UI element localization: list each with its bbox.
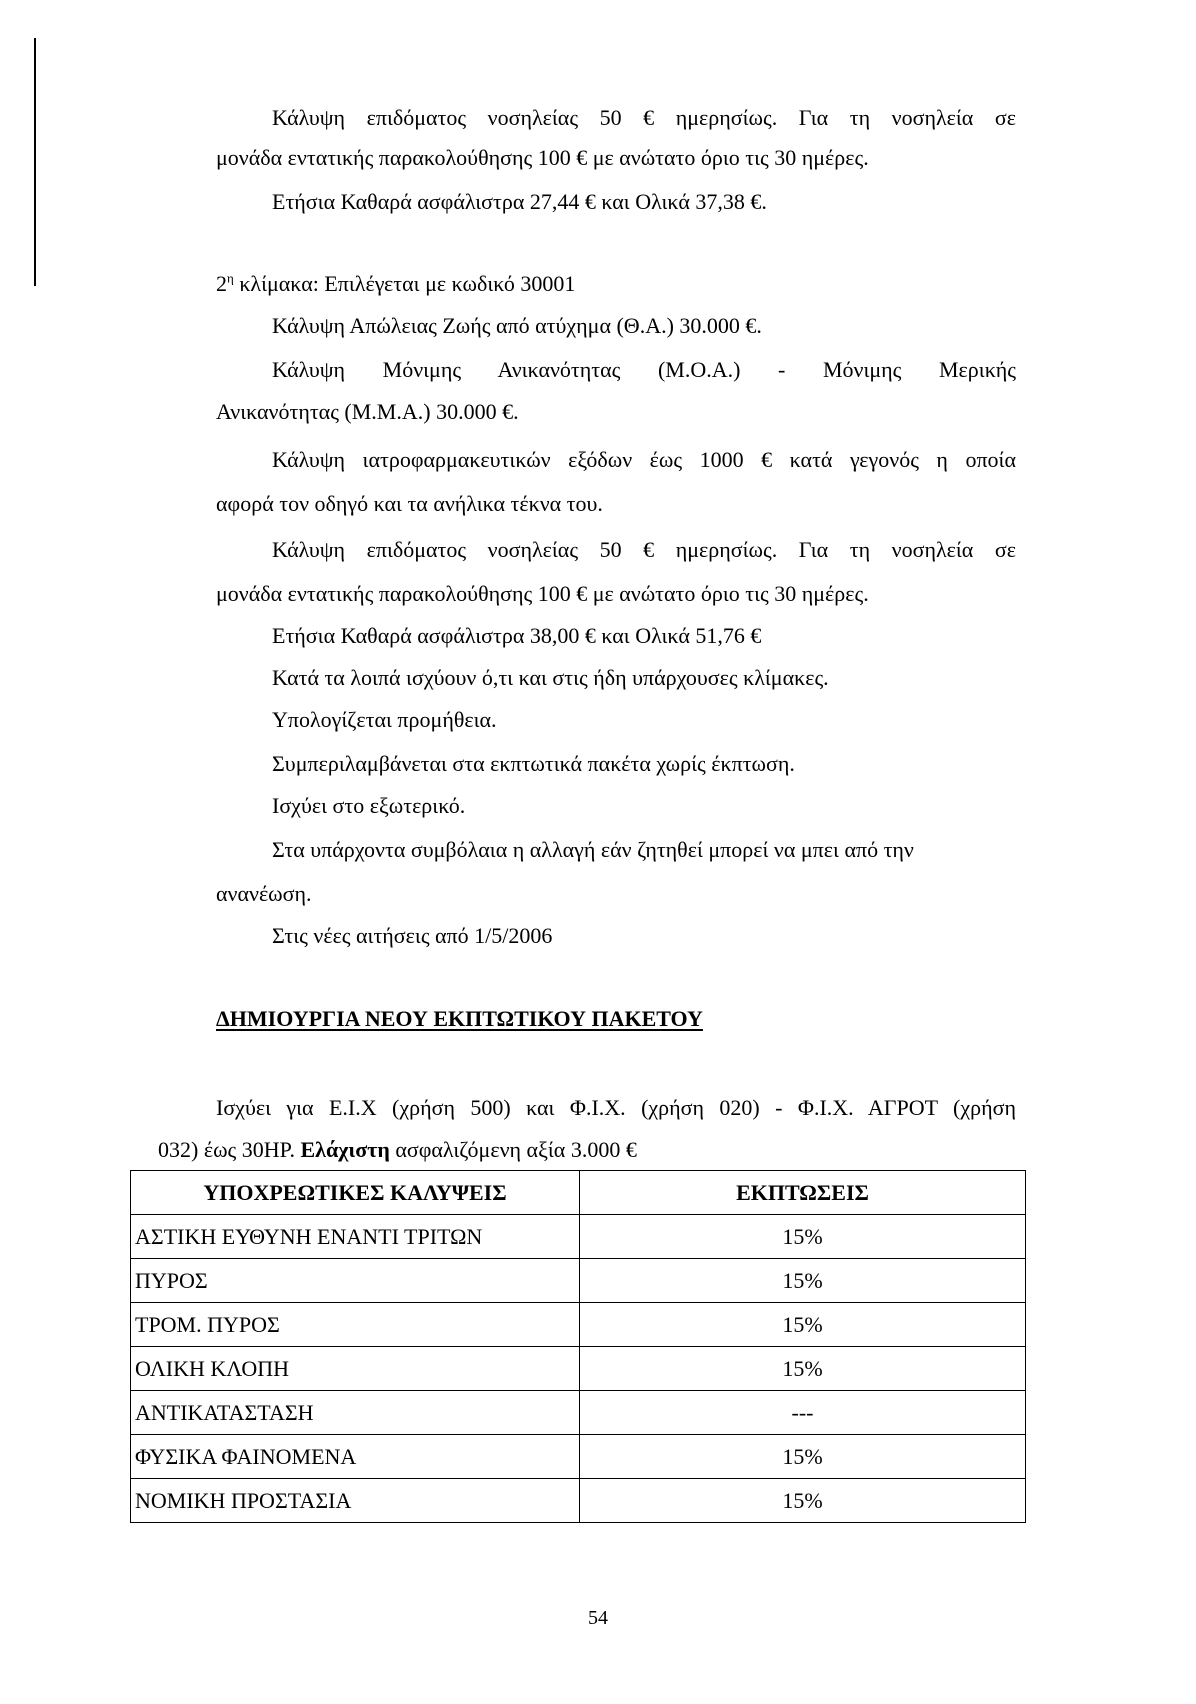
note-1: Κατά τα λοιπά ισχύουν ό,τι και στις ήδη υπάρχουσες κλίμακες. — [272, 665, 829, 690]
table-row — [131, 1215, 1026, 1259]
para1-line3: Ετήσια Καθαρά ασφάλιστρα 27,44 € και Ολικά 37,38 €. — [272, 189, 767, 214]
scale2-sup: η — [227, 270, 234, 286]
header-discounts: ΕΚΠΤΩΣΕΙΣ — [580, 1171, 1026, 1215]
table-row — [131, 1259, 1026, 1303]
note-2: Υπολογίζεται προμήθεια. — [272, 707, 497, 732]
scale2-line4: Κάλυψη ιατροφαρμακευτικών εξόδων έως 1000 € κατά γεγονός η οποία — [272, 447, 1016, 472]
scale2-line1: Κάλυψη Απώλειας Ζωής από ατύχημα (Θ.Α.) 30.000 €. — [272, 313, 762, 338]
section-line2-a: 032) έως 30ΗΡ. — [158, 1137, 301, 1162]
table-row — [131, 1391, 1026, 1435]
discount-value: 15% — [580, 1259, 1026, 1303]
scale2-title-text: κλίμακα: Επιλέγεται με κωδικό 30001 — [233, 271, 576, 296]
scale2-num: 2 — [216, 271, 227, 296]
note-4: Ισχύει στο εξωτερικό. — [272, 793, 466, 818]
discount-value: 15% — [580, 1303, 1026, 1347]
coverage-table — [130, 1170, 1026, 1523]
para1-line1: Κάλυψη επιδόματος νοσηλείας 50 € ημερησίως. Για τη νοσηλεία σε — [272, 105, 1016, 130]
section-line2 — [158, 1136, 637, 1164]
note-5b: ανανέωση. — [216, 881, 312, 906]
section-line1: Ισχύει για Ε.Ι.Χ (χρήση 500) και Φ.Ι.Χ. (χρήση 020) - Φ.Ι.Χ. ΑΓΡΟΤ (χρήση — [216, 1095, 1016, 1120]
table-header-row — [131, 1171, 1026, 1215]
discount-value: 15% — [580, 1479, 1026, 1523]
scale2-line3: Ανικανότητας (Μ.Μ.Α.) 30.000 €. — [216, 399, 519, 424]
section-line2-c: ασφαλιζόμενη αξία 3.000 € — [389, 1137, 637, 1162]
page-number: 54 — [588, 1607, 608, 1629]
discount-value: 15% — [580, 1347, 1026, 1391]
note-6: Στις νέες αιτήσεις από 1/5/2006 — [272, 923, 553, 948]
section-heading: ΔΗΜΙΟΥΡΓΙΑ ΝΕΟΥ ΕΚΠΤΩΤΙΚΟΥ ΠΑΚΕΤΟΥ — [216, 1006, 703, 1031]
scale2-line5: αφορά τον οδηγό και τα ανήλικα τέκνα του. — [216, 491, 603, 516]
section-line2-bold: Ελάχιστη — [300, 1137, 390, 1162]
table-row — [131, 1479, 1026, 1523]
header-coverages: ΥΠΟΧΡΕΩΤΙΚΕΣ ΚΑΛΥΨΕΙΣ — [131, 1171, 580, 1215]
note-3: Συμπεριλαμβάνεται στα εκπτωτικά πακέτα χωρίς έκπτωση. — [272, 751, 795, 776]
table-row — [131, 1435, 1026, 1479]
scale2-title — [216, 270, 575, 298]
note-5a: Στα υπάρχοντα συμβόλαια η αλλαγή εάν ζητηθεί μπορεί να μπει από την — [272, 837, 914, 862]
coverage-name: ΦΥΣΙΚΑ ΦΑΙΝΟΜΕΝΑ — [131, 1435, 580, 1479]
para1-line2: μονάδα εντατικής παρακολούθησης 100 € με ανώτατο όριο τις 30 ημέρες. — [216, 145, 869, 170]
table-row — [131, 1347, 1026, 1391]
coverage-name: ΤΡΟΜ. ΠΥΡΟΣ — [131, 1303, 580, 1347]
coverage-name: ΠΥΡΟΣ — [131, 1259, 580, 1303]
table-row — [131, 1303, 1026, 1347]
discount-value: 15% — [580, 1435, 1026, 1479]
coverage-name: ΑΝΤΙΚΑΤΑΣΤΑΣΗ — [131, 1391, 580, 1435]
scale2-line2: Κάλυψη Μόνιμης Ανικανότητας (Μ.Ο.Α.) - Μόνιμης Μερικής — [272, 357, 1016, 382]
discount-value: 15% — [580, 1215, 1026, 1259]
scale2-line8: Ετήσια Καθαρά ασφάλιστρα 38,00 € και Ολικά 51,76 € — [272, 623, 762, 648]
margin-rule — [34, 38, 36, 286]
discount-value: --- — [580, 1391, 1026, 1435]
coverage-name: ΟΛΙΚΗ ΚΛΟΠΗ — [131, 1347, 580, 1391]
coverage-name: ΑΣΤΙΚΗ ΕΥΘΥΝΗ ΕΝΑΝΤΙ ΤΡΙΤΩΝ — [131, 1215, 580, 1259]
scale2-line7: μονάδα εντατικής παρακολούθησης 100 € με ανώτατο όριο τις 30 ημέρες. — [216, 581, 869, 606]
coverage-name: ΝΟΜΙΚΗ ΠΡΟΣΤΑΣΙΑ — [131, 1479, 580, 1523]
scale2-line6: Κάλυψη επιδόματος νοσηλείας 50 € ημερησίως. Για τη νοσηλεία σε — [272, 537, 1016, 562]
